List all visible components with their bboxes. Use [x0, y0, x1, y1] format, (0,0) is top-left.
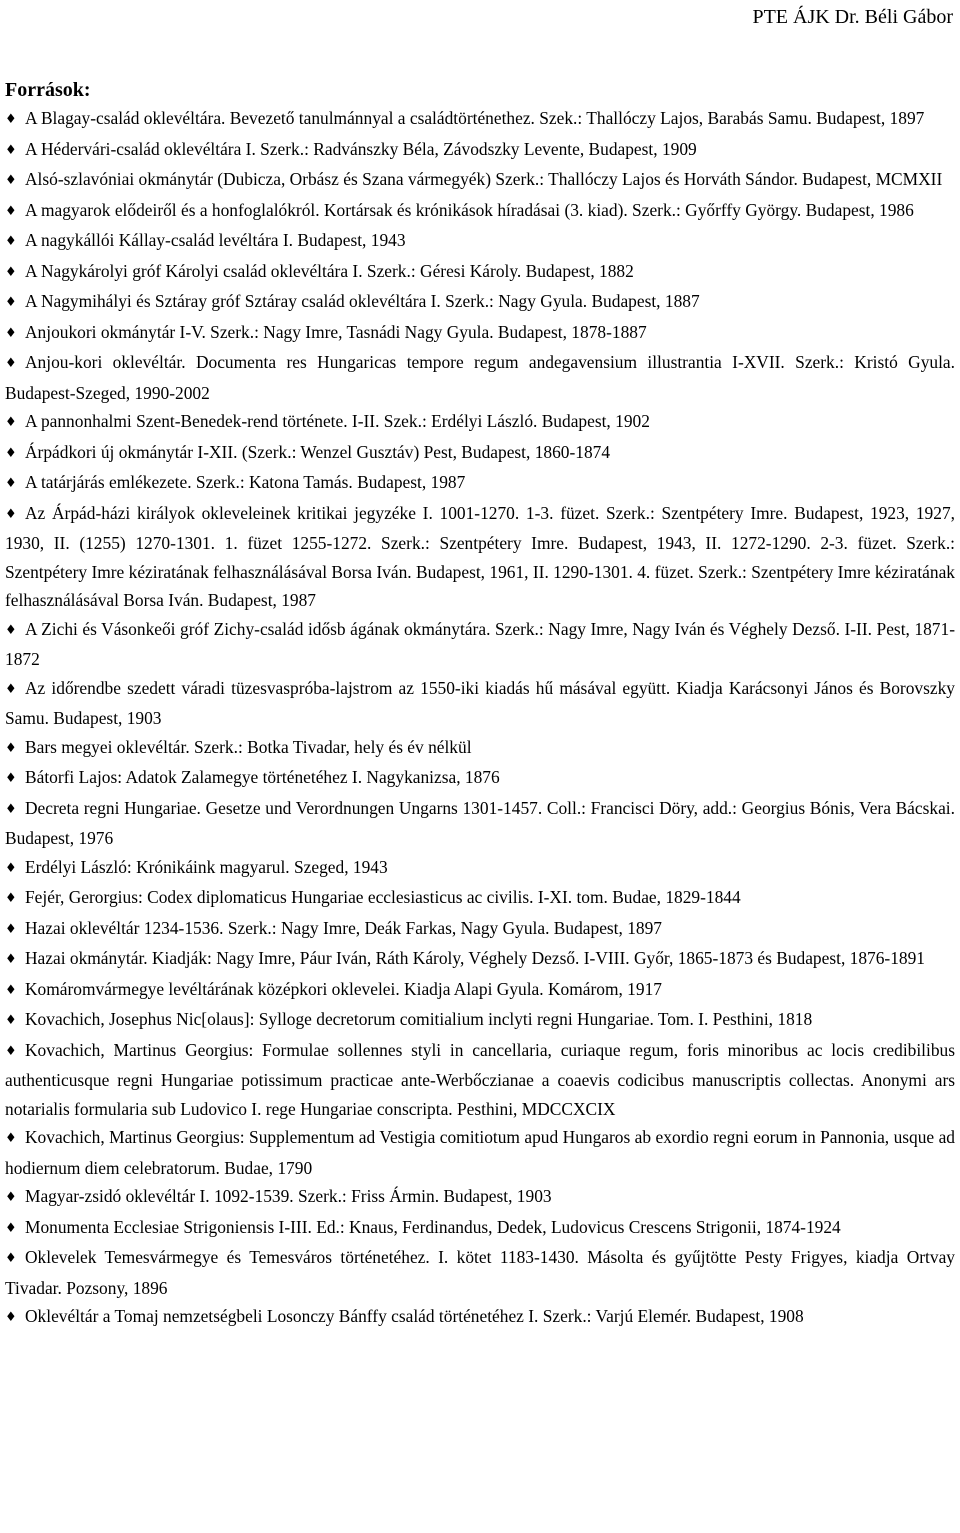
diamond-bullet-icon: ♦	[5, 173, 17, 188]
list-item	[5, 674, 955, 733]
list-item-text: Oklevelek Temesvármegye és Temesváros történetéhez. I. kötet 1183-1430. Másolta és gyűjtötte Pesty Frigyes, kiadja Ortvay Tivadar. Pozsony, 1896	[5, 1247, 955, 1298]
list-item-text: Kovachich, Martinus Georgius: Formulae sollennes styli in cancellaria, curiaque regum, foris minoribus ac locis credibilibus authenticusque regni Hungariae potissimum practicae ante-Werbőczianae a coaevis codicibus manuscriptis collectas. Anonymi ars notarialis formularia sub Ludovico I. rege Hungariae conscripta. Pesthini, MDCCXCIX	[5, 1039, 955, 1119]
list-item	[5, 1123, 955, 1182]
list-item-text: Hazai oklevéltár 1234-1536. Szerk.: Nagy Imre, Deák Farkas, Nagy Gyula. Budapest, 1897	[25, 917, 662, 938]
diamond-bullet-icon: ♦	[5, 142, 17, 158]
list-item-text: Fejér, Gerorgius: Codex diplomaticus Hungariae ecclesiasticus ac civilis. I-XI. tom. Budae, 1829-1844	[25, 887, 741, 907]
list-item	[5, 914, 955, 945]
list-item	[5, 196, 955, 227]
list-item-text: Decreta regni Hungariae. Gesetze und Verordnungen Ungarns 1301-1457. Coll.: Francisci Döry, add.: Georgius Bónis, Vera Bácskai. Budapest, 1976	[5, 797, 955, 848]
diamond-bullet-icon: ♦	[5, 295, 17, 310]
list-item-text: Anjoukori okmánytár I-V. Szerk.: Nagy Imre, Tasnádi Nagy Gyula. Budapest, 1878-1887	[25, 321, 647, 342]
list-item	[5, 944, 955, 975]
list-item-text: A Nagykárolyi gróf Károlyi család oklevéltára I. Szerk.: Géresi Károly. Budapest, 1882	[25, 260, 634, 281]
list-item-text: Alsó-szlavóniai okmánytár (Dubicza, Orbász és Szana vármegyék) Szerk.: Thallóczy Lajos és Horváth Sándor. Budapest, MCMXII	[25, 169, 943, 189]
diamond-bullet-icon: ♦	[5, 771, 17, 786]
diamond-bullet-icon: ♦	[5, 801, 17, 817]
list-item-text: A Nagymihályi és Sztáray gróf Sztáray család oklevéltára I. Szerk.: Nagy Gyula. Budapest, 1887	[25, 291, 700, 311]
diamond-bullet-icon: ♦	[5, 891, 17, 906]
list-item	[5, 794, 955, 853]
list-item-text: Bars megyei oklevéltár. Szerk.: Botka Tivadar, hely és év nélkül	[25, 736, 472, 757]
list-item-text: Az Árpád-házi királyok okleveleinek kritikai jegyzéke I. 1001-1270. 1-3. füzet. Szerk.: Szentpétery Imre. Budapest, 1923, 1927, 1930, II. (1255) 1270-1301. 1. füzet 1255-1272. Szerk.: Szentpétery Imre. Budapest, 1943, II. 1272-1290. 2-3. füzet. Szerk.: Szentpétery Imre kéziratának felhasználásával Borsa Iván. Budapest, 1961, II. 1290-1301. 4. füzet. Szerk.: Szentpétery Imre kéziratának felhasználásával Borsa Iván. Budapest, 1987	[5, 502, 955, 610]
list-item-text: A Zichi és Vásonkeői gróf Zichy-család idősb ágának okmánytára. Szerk.: Nagy Imre, Nagy Iván és Véghely Dezső. I-II. Pest, 1871-1872	[5, 618, 955, 669]
list-item-text: Monumenta Ecclesiae Strigoniensis I-III. Ed.: Knaus, Ferdinandus, Dedek, Ludovicus Crescens Strigonii, 1874-1924	[25, 1216, 841, 1237]
list-item	[5, 1182, 955, 1213]
section-title: Források:	[5, 79, 91, 101]
list-item	[5, 165, 955, 196]
page-header: PTE ÁJK Dr. Béli Gábor	[752, 6, 953, 28]
list-item-text: Anjou-kori oklevéltár. Documenta res Hungaricas tempore regum andegavensium illustrantia I-XVII. Szerk.: Kristó Gyula. Budapest-Szeged, 1990-2002	[5, 352, 955, 403]
list-item	[5, 104, 955, 135]
diamond-bullet-icon: ♦	[5, 445, 17, 461]
list-item	[5, 975, 955, 1006]
diamond-bullet-icon: ♦	[5, 1190, 17, 1205]
diamond-bullet-icon: ♦	[5, 112, 17, 127]
list-item	[5, 615, 955, 674]
list-item-text: Árpádkori új okmánytár I-XII. (Szerk.: Wenzel Gusztáv) Pest, Budapest, 1860-1874	[25, 441, 611, 462]
diamond-bullet-icon: ♦	[5, 1131, 17, 1146]
diamond-bullet-icon: ♦	[5, 264, 17, 280]
list-item-text: Komáromvármegye levéltárának középkori oklevelei. Kiadja Alapi Gyula. Komárom, 1917	[25, 978, 662, 999]
list-item-text: Magyar-zsidó oklevéltár I. 1092-1539. Szerk.: Friss Ármin. Budapest, 1903	[25, 1186, 552, 1206]
diamond-bullet-icon: ♦	[5, 203, 17, 219]
diamond-bullet-icon: ♦	[5, 506, 17, 522]
diamond-bullet-icon: ♦	[5, 1013, 17, 1028]
list-item	[5, 257, 955, 288]
diamond-bullet-icon: ♦	[5, 356, 17, 371]
list-item	[5, 226, 955, 257]
diamond-bullet-icon: ♦	[5, 952, 17, 967]
list-item-text: A Blagay-család oklevéltára. Bevezető tanulmánnyal a családtörténethez. Szek.: Thallóczy Lajos, Barabás Samu. Budapest, 1897	[25, 108, 925, 128]
diamond-bullet-icon: ♦	[5, 860, 17, 876]
list-item	[5, 1243, 955, 1302]
list-item	[5, 499, 955, 615]
list-item	[5, 407, 955, 438]
diamond-bullet-icon: ♦	[5, 415, 17, 430]
list-item	[5, 763, 955, 794]
list-item-text: A Hédervári-család oklevéltára I. Szerk.: Radvánszky Béla, Závodszky Levente, Budapest, 1909	[25, 138, 697, 159]
list-item-text: Kovachich, Josephus Nic[olaus]: Sylloge decretorum comitialium inclyti regni Hungariae. Tom. I. Pesthini, 1818	[25, 1009, 813, 1029]
diamond-bullet-icon: ♦	[5, 325, 17, 341]
bibliography-list	[5, 104, 955, 1333]
diamond-bullet-icon: ♦	[5, 1043, 17, 1059]
list-item	[5, 287, 955, 318]
list-item-text: Oklevéltár a Tomaj nemzetségbeli Losonczy Bánffy család történetéhez I. Szerk.: Varjú Elemér. Budapest, 1908	[25, 1306, 804, 1326]
list-item-text: A magyarok elődeiről és a honfoglalókról. Kortársak és krónikások híradásai (3. kiad). Szerk.: Győrffy György. Budapest, 1986	[25, 199, 914, 220]
diamond-bullet-icon: ♦	[5, 1251, 17, 1266]
diamond-bullet-icon: ♦	[5, 982, 17, 998]
diamond-bullet-icon: ♦	[5, 1310, 17, 1325]
list-item	[5, 1005, 955, 1036]
list-item	[5, 348, 955, 407]
diamond-bullet-icon: ♦	[5, 622, 17, 638]
list-item	[5, 318, 955, 349]
diamond-bullet-icon: ♦	[5, 681, 17, 697]
diamond-bullet-icon: ♦	[5, 234, 17, 249]
list-item-text: Kovachich, Martinus Georgius: Supplementum ad Vestigia comitiotum apud Hungaros ab exordio regni eorum in Pannonia, usque ad hodiernum diem celebratorum. Budae, 1790	[5, 1127, 955, 1178]
diamond-bullet-icon: ♦	[5, 740, 17, 756]
diamond-bullet-icon: ♦	[5, 921, 17, 937]
list-item-text: A nagykállói Kállay-család levéltára I. Budapest, 1943	[25, 230, 406, 250]
list-item	[5, 883, 955, 914]
list-item	[5, 1036, 955, 1124]
list-item	[5, 468, 955, 499]
list-item-text: A tatárjárás emlékezete. Szerk.: Katona Tamás. Budapest, 1987	[25, 472, 466, 492]
list-item-text: Bátorfi Lajos: Adatok Zalamegye történetéhez I. Nagykanizsa, 1876	[25, 767, 500, 787]
list-item	[5, 1302, 955, 1333]
list-item	[5, 733, 955, 764]
list-item-text: A pannonhalmi Szent-Benedek-rend története. I-II. Szek.: Erdélyi László. Budapest, 1902	[25, 411, 650, 431]
list-item-text: Erdélyi László: Krónikáink magyarul. Szeged, 1943	[25, 856, 388, 877]
list-item-text: Hazai okmánytár. Kiadják: Nagy Imre, Páur Iván, Ráth Károly, Véghely Dezső. I-VIII. Győr, 1865-1873 és Budapest, 1876-1891	[25, 948, 925, 968]
list-item	[5, 135, 955, 166]
list-item	[5, 853, 955, 884]
list-item	[5, 438, 955, 469]
list-item-text: Az időrendbe szedett váradi tüzesvaspróba-lajstrom az 1550-iki kiadás hű másával együtt. Kiadja Karácsonyi János és Borovszky Samu. Budapest, 1903	[5, 677, 955, 728]
diamond-bullet-icon: ♦	[5, 476, 17, 491]
list-item	[5, 1213, 955, 1244]
diamond-bullet-icon: ♦	[5, 1220, 17, 1236]
